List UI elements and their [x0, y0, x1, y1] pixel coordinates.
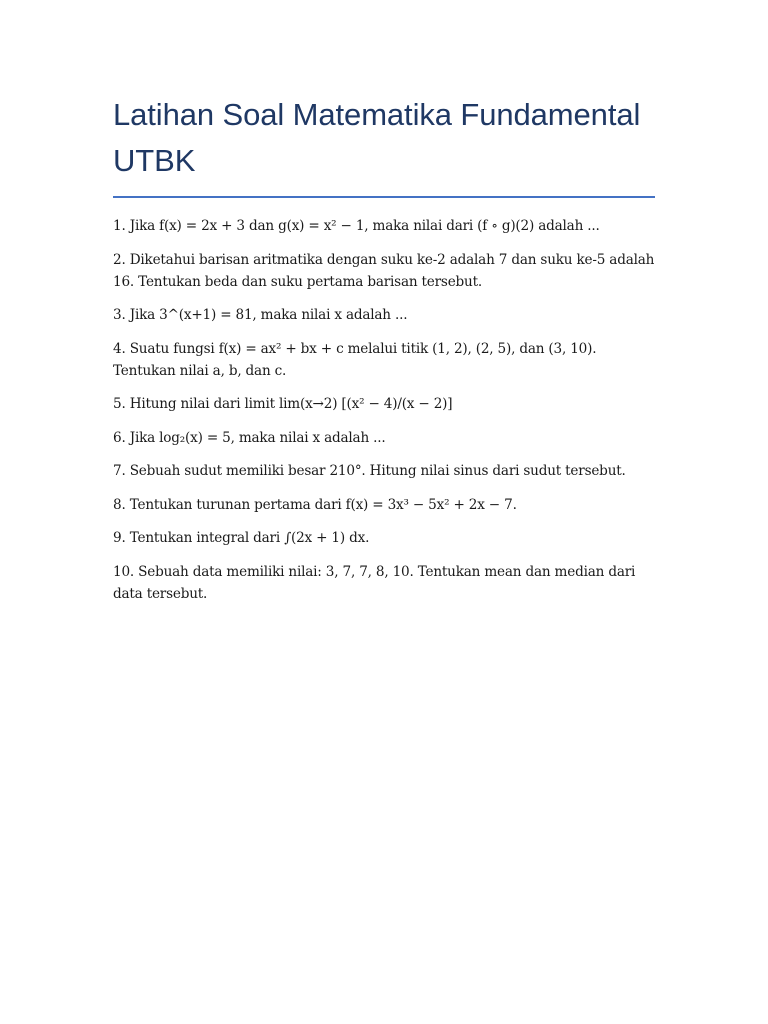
question-item: 4. Suatu fungsi f(x) = ax² + bx + c melalui titik (1, 2), (2, 5), dan (3, 10). Tentukan nilai a, b, dan c.	[113, 340, 597, 379]
document-title: Latihan Soal Matematika Fundamental UTBK	[113, 97, 641, 178]
question-item: 1. Jika f(x) = 2x + 3 dan g(x) = x² − 1, maka nilai dari (f ∘ g)(2) adalah ...	[113, 218, 600, 234]
question-item: 8. Tentukan turunan pertama dari f(x) = 3x³ − 5x² + 2x − 7.	[113, 496, 517, 513]
document-page	[113, 92, 655, 616]
question-item: 7. Sebuah sudut memiliki besar 210°. Hitung nilai sinus dari sudut tersebut.	[113, 463, 626, 479]
question-item: 5. Hitung nilai dari limit lim(x→2) [(x² − 4)/(x − 2)]	[113, 396, 453, 412]
question-item: 6. Jika log₂(x) = 5, maka nilai x adalah ...	[113, 429, 386, 446]
question-item: 2. Diketahui barisan aritmatika dengan suku ke-2 adalah 7 dan suku ke-5 adalah 16. Tentukan beda dan suku pertama barisan tersebut.	[113, 251, 655, 290]
question-item: 10. Sebuah data memiliki nilai: 3, 7, 7, 8, 10. Tentukan mean dan median dari data tersebut.	[113, 563, 636, 602]
question-item: 9. Tentukan integral dari ∫(2x + 1) dx.	[113, 530, 370, 546]
question-item: 3. Jika 3^(x+1) = 81, maka nilai x adalah ...	[113, 307, 408, 323]
title-underline	[113, 196, 655, 198]
